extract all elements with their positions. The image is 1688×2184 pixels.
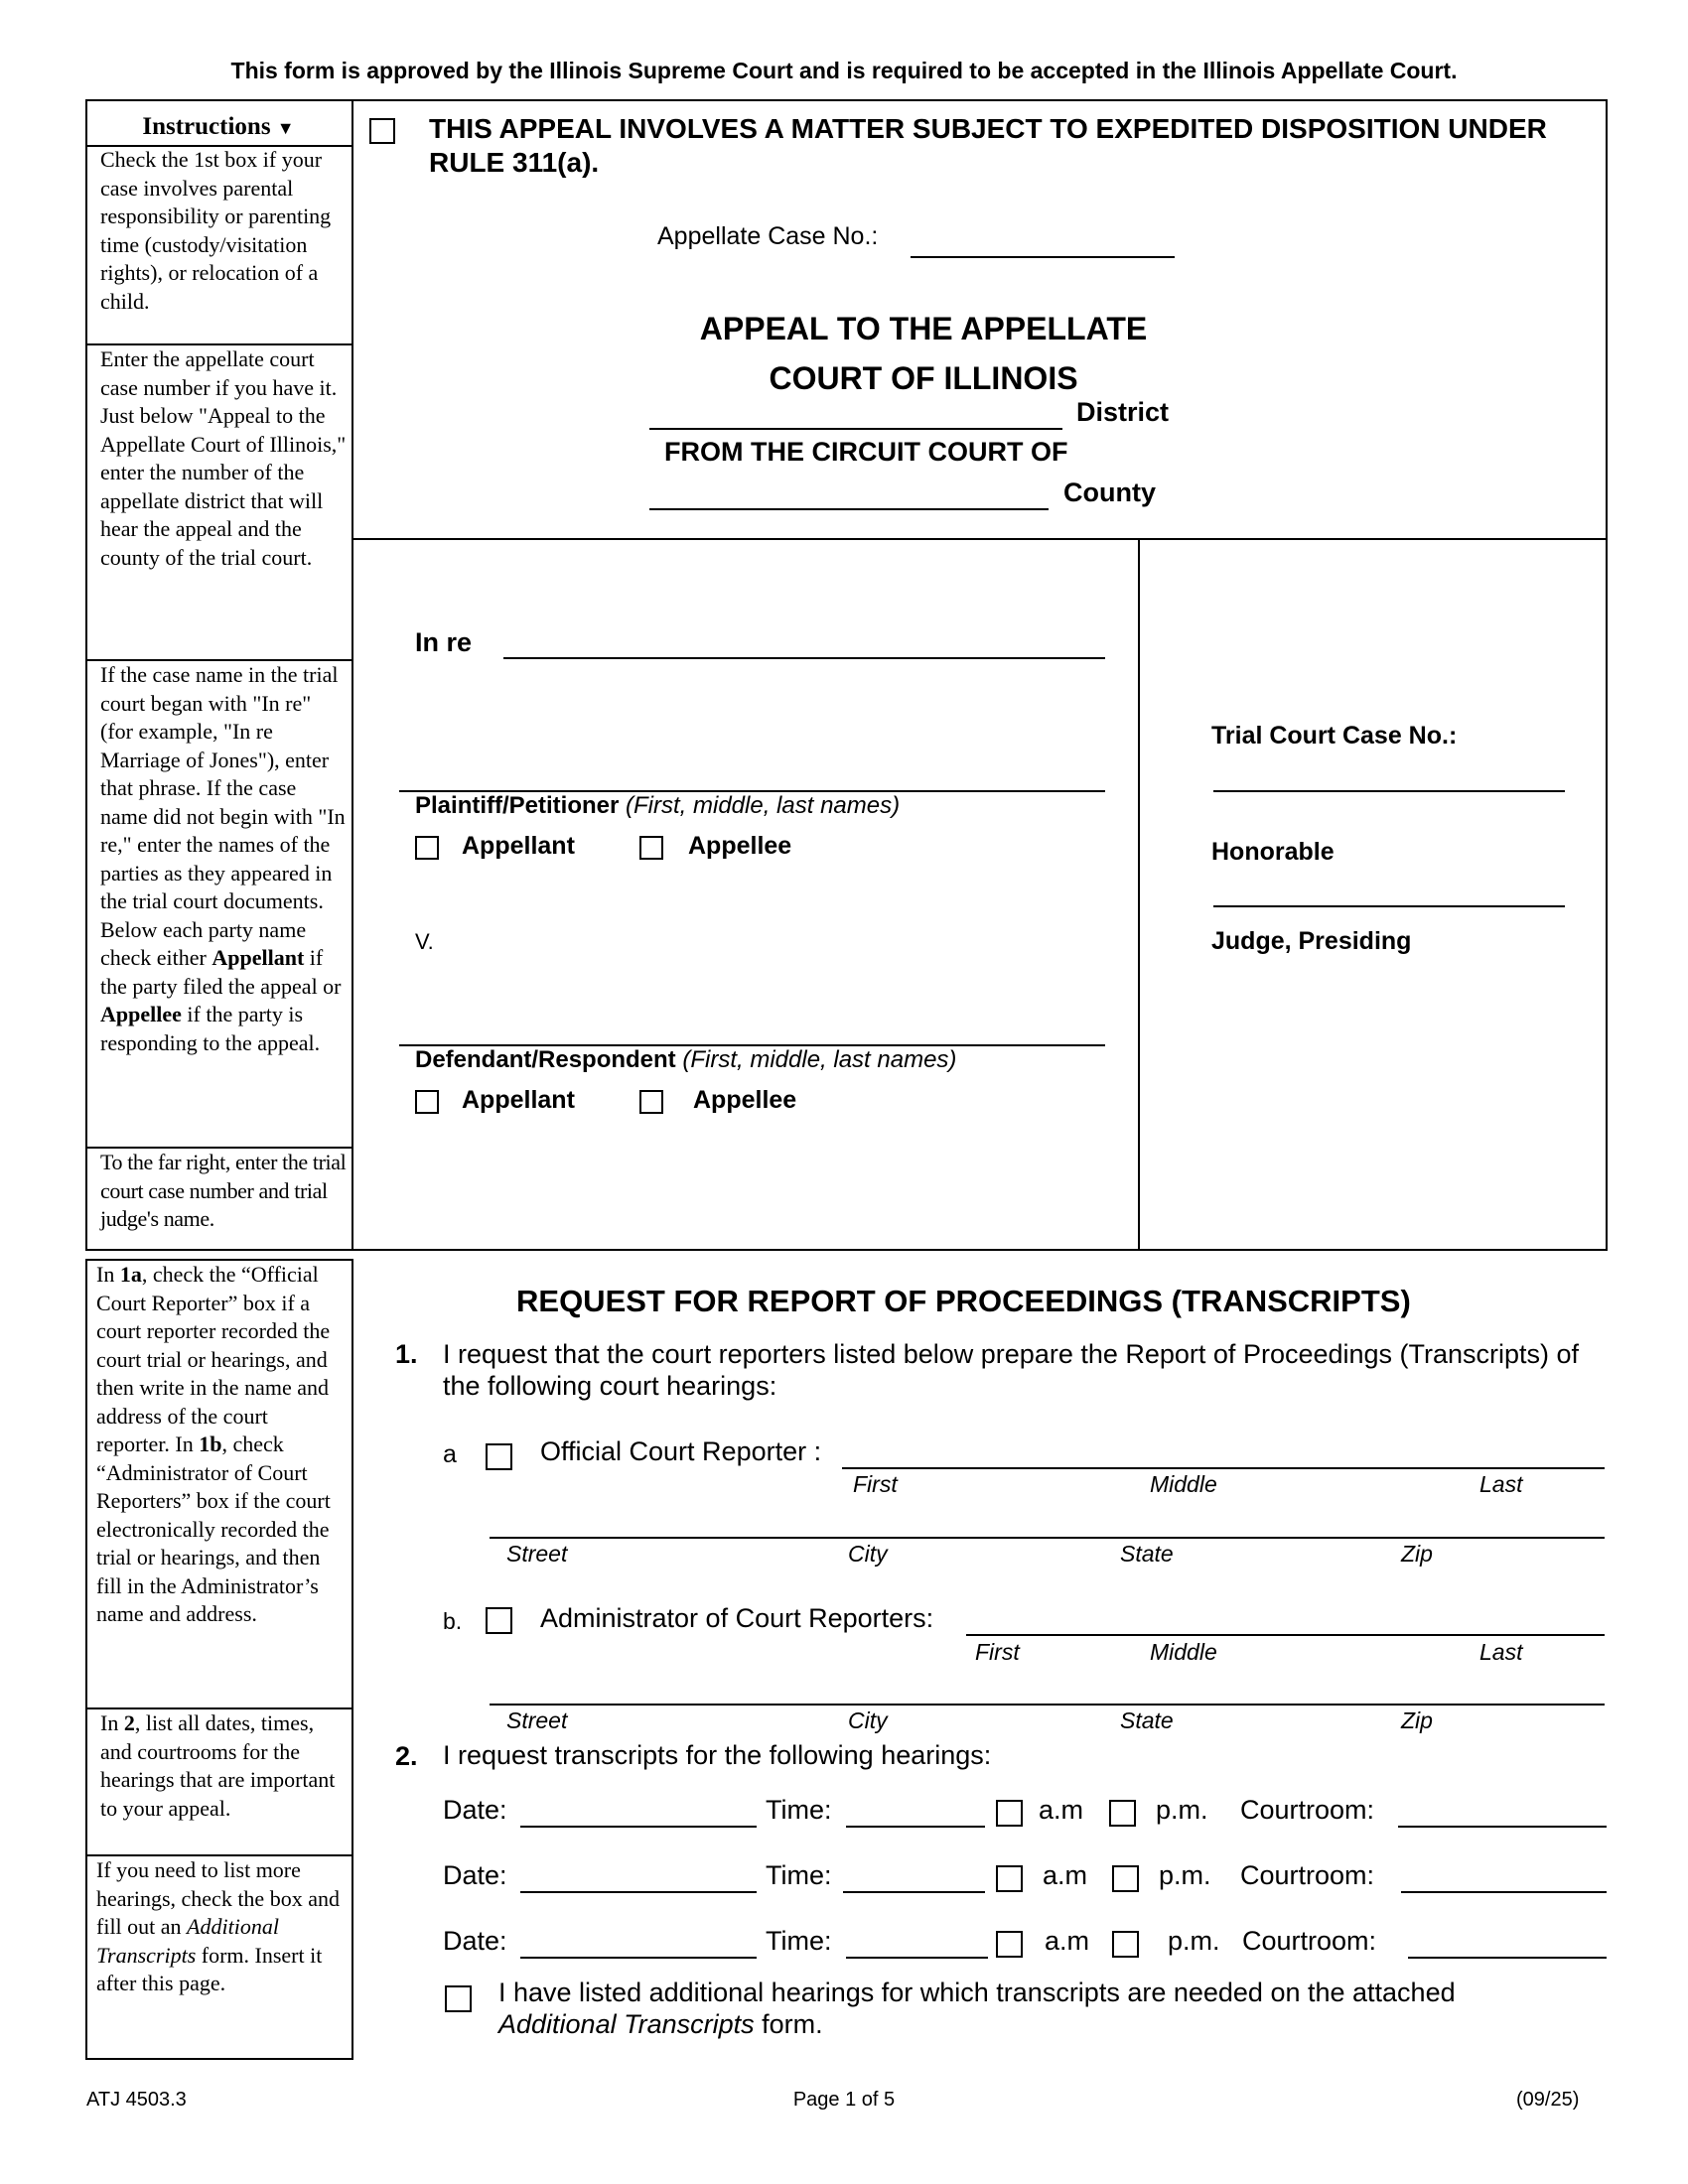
honorable-label: Honorable [1211, 838, 1335, 866]
date-label: Date: [443, 1795, 507, 1825]
in-re-label: In re [415, 627, 473, 657]
caret-down-icon: ▼ [276, 118, 295, 138]
request-title: REQUEST FOR REPORT OF PROCEEDINGS (TRANSCRIPTS) [516, 1284, 1411, 1318]
administrator-label: Administrator of Court Reporters: [540, 1603, 934, 1633]
date-label: Date: [443, 1926, 507, 1956]
plaintiff-appellant-checkbox[interactable] [415, 836, 439, 860]
am-checkbox[interactable] [996, 1931, 1023, 1958]
admin-zip-hint: Zip [1401, 1707, 1433, 1733]
item1b-letter: b. [443, 1608, 463, 1634]
pm-checkbox[interactable] [1112, 1931, 1139, 1958]
pm-checkbox[interactable] [1109, 1800, 1136, 1827]
time-field[interactable] [846, 1826, 985, 1828]
plaintiff-appellant-label: Appellant [462, 832, 575, 860]
plaintiff-appellee-label: Appellee [688, 832, 792, 860]
trial-case-no-label: Trial Court Case No.: [1211, 722, 1458, 750]
district-label: District [1076, 397, 1170, 427]
am-label: a.m [1045, 1926, 1090, 1956]
time-label: Time: [766, 1795, 832, 1825]
additional-hearings-checkbox[interactable] [445, 1985, 472, 2012]
judge-presiding-label: Judge, Presiding [1211, 927, 1412, 955]
versus-label: V. [415, 929, 434, 954]
administrator-name-field[interactable] [966, 1634, 1605, 1636]
appellate-case-no-label: Appellate Case No.: [657, 222, 879, 250]
administrator-address-field[interactable] [490, 1704, 1605, 1706]
defendant-appellee-label: Appellee [693, 1086, 797, 1114]
official-street-hint: Street [506, 1541, 568, 1567]
pm-label: p.m. [1159, 1860, 1211, 1890]
form-number: ATJ 4503.3 [86, 2089, 187, 2111]
judge-name-field[interactable] [1213, 905, 1565, 907]
item2-number: 2. [395, 1741, 418, 1771]
official-zip-hint: Zip [1401, 1541, 1433, 1567]
instruction-court-reporter: In 1a, check the “Official Court Reporter” box if a court reporter recorded the court trial or hearings, and then write in the name and address of the court reporter. In 1b, check “Administrator of Court Reporters” box if the court electronically recorded the trial or hearings, and then fill in the Administrator’s name and address. [96, 1262, 331, 1626]
courtroom-label: Courtroom: [1242, 1926, 1377, 1956]
pm-label: p.m. [1156, 1795, 1208, 1825]
am-label: a.m [1039, 1795, 1084, 1825]
approval-notice: This form is approved by the Illinois Supreme Court and is required to be accepted in the Illinois Appellate Court. [230, 58, 1458, 83]
expedited-label: THIS APPEAL INVOLVES A MATTER SUBJECT TO EXPEDITED DISPOSITION UNDER RULE 311(a). [429, 113, 1547, 178]
plaintiff-appellee-checkbox[interactable] [639, 836, 663, 860]
page-number: Page 1 of 5 [792, 2089, 896, 2111]
official-state-hint: State [1120, 1541, 1174, 1567]
pm-label: p.m. [1168, 1926, 1220, 1956]
admin-middle-hint: Middle [1150, 1639, 1217, 1665]
district-field[interactable] [649, 428, 1062, 430]
defendant-appellant-label: Appellant [462, 1086, 575, 1114]
plaintiff-label: Plaintiff/Petitioner (First, middle, last names) [415, 792, 901, 819]
defendant-label: Defendant/Respondent (First, middle, last names) [415, 1046, 957, 1073]
item1a-letter: a [443, 1440, 457, 1468]
official-reporter-address-field[interactable] [490, 1537, 1605, 1539]
official-middle-hint: Middle [1150, 1471, 1217, 1497]
in-re-field[interactable] [503, 657, 1105, 659]
instruction-hearings: In 2, list all dates, times, and courtrooms for the hearings that are important to your appeal. [100, 1710, 336, 1821]
appeal-title: APPEAL TO THE APPELLATE COURT OF ILLINOIS [699, 311, 1148, 396]
item1-text: I request that the court reporters listed below prepare the Report of Proceedings (Transcripts) of the following court hearings: [443, 1339, 1580, 1401]
administrator-checkbox[interactable] [486, 1607, 512, 1634]
date-field[interactable] [520, 1826, 757, 1828]
trial-court-divider [1138, 538, 1140, 1251]
official-first-hint: First [853, 1471, 898, 1497]
instruction-expedited: Check the 1st box if your case involves parental responsibility or parenting time (custody/visitation rights), or relocation of a child. [100, 147, 332, 314]
pm-checkbox[interactable] [1112, 1865, 1139, 1892]
additional-hearings-label: I have listed additional hearings for which transcripts are needed on the attached Additional Transcripts form. [498, 1978, 1456, 2039]
instruction-trial-case: To the far right, enter the trial court case number and trial judge's name. [100, 1150, 347, 1231]
instructions-heading: Instructions ▼ [142, 113, 295, 140]
county-label: County [1063, 478, 1156, 507]
admin-first-hint: First [975, 1639, 1020, 1665]
defendant-appellant-checkbox[interactable] [415, 1090, 439, 1114]
instruction-case-number: Enter the appellate court case number if you have it. Just below "Appeal to the Appellate Court of Illinois," enter the number of the appellate district that will hear the appeal and the county of the trial court. [100, 346, 347, 570]
instruction-additional: If you need to list more hearings, check the box and fill out an Additional Transcripts form. Insert it after this page. [96, 1857, 340, 1995]
time-label: Time: [766, 1926, 832, 1956]
admin-last-hint: Last [1479, 1639, 1523, 1665]
county-field[interactable] [649, 508, 1049, 510]
courtroom-field[interactable] [1398, 1826, 1607, 1828]
caption-divider [352, 538, 1608, 540]
official-last-hint: Last [1479, 1471, 1523, 1497]
revision-date: (09/25) [1516, 2089, 1580, 2111]
item2-text: I request transcripts for the following hearings: [443, 1740, 992, 1770]
official-city-hint: City [848, 1541, 888, 1567]
admin-state-hint: State [1120, 1707, 1174, 1733]
admin-street-hint: Street [506, 1707, 568, 1733]
courtroom-label: Courtroom: [1240, 1795, 1375, 1825]
time-field[interactable] [846, 1957, 988, 1959]
date-label: Date: [443, 1860, 507, 1890]
am-checkbox[interactable] [996, 1865, 1023, 1892]
date-field[interactable] [520, 1891, 757, 1893]
instruction-parties: If the case name in the trial court began with "In re" (for example, "In re Marriage of Jones"), enter that phrase. If the case name did not begin with "In re," enter the names of the parties as they appeared in the trial court documents. Below each party name check either Appellant if the party filed the appeal or Appellee if the party is responding to the appeal. [100, 662, 346, 1055]
date-field[interactable] [520, 1957, 757, 1959]
time-field[interactable] [843, 1891, 985, 1893]
admin-city-hint: City [848, 1707, 888, 1733]
am-label: a.m [1043, 1860, 1088, 1890]
defendant-appellee-checkbox[interactable] [639, 1090, 663, 1114]
courtroom-field[interactable] [1408, 1957, 1607, 1959]
instructions-divider [352, 99, 353, 1251]
time-label: Time: [766, 1860, 832, 1890]
from-circuit-label: FROM THE CIRCUIT COURT OF [664, 437, 1068, 467]
trial-case-no-field[interactable] [1213, 790, 1565, 792]
courtroom-label: Courtroom: [1240, 1860, 1375, 1890]
am-checkbox[interactable] [996, 1800, 1023, 1827]
official-reporter-label: Official Court Reporter : [540, 1436, 822, 1466]
courtroom-field[interactable] [1401, 1891, 1607, 1893]
appellate-case-no-field[interactable] [911, 256, 1175, 258]
item1-number: 1. [395, 1339, 418, 1369]
expedited-checkbox[interactable] [369, 118, 395, 144]
official-reporter-name-field[interactable] [842, 1467, 1605, 1469]
official-reporter-checkbox[interactable] [486, 1443, 512, 1470]
